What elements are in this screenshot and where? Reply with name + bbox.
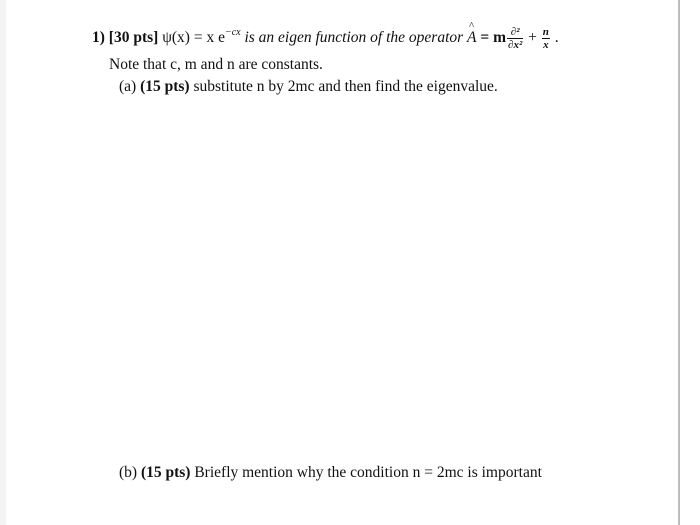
- fraction-denominator: ∂x²: [508, 39, 523, 51]
- page-left-edge: [0, 0, 6, 525]
- question-points: [30 pts]: [108, 29, 159, 47]
- note-text: Note that c, m and n are constants.: [109, 56, 323, 73]
- fraction-numerator: n: [542, 26, 549, 38]
- part-a-points: (15 pts): [140, 78, 190, 95]
- part-a-label: (a): [119, 78, 137, 95]
- operator-equals: = m: [480, 29, 507, 47]
- page-right-border: [678, 0, 680, 525]
- part-b-points: (15 pts): [140, 464, 191, 481]
- question-1: [92, 26, 559, 51]
- fraction-numerator: ∂²: [507, 26, 523, 39]
- operator-a-hat: ^ A: [467, 29, 476, 47]
- part-b: [119, 464, 542, 482]
- part-b-label: (b): [119, 464, 138, 481]
- fraction-denominator: x: [543, 39, 549, 51]
- question-number: 1): [92, 29, 105, 47]
- part-a: [119, 78, 498, 96]
- question-statement: is an eigen function of the operator: [244, 29, 464, 47]
- period: .: [554, 29, 559, 47]
- n-over-x-fraction: [542, 26, 550, 51]
- second-derivative-fraction: [507, 26, 523, 51]
- wavefunction: ψ(x) = x e: [162, 29, 225, 47]
- exponent: −cx: [224, 27, 241, 39]
- part-b-text: Briefly mention why the condition n = 2mc is important: [194, 464, 542, 481]
- part-a-text: substitute n by 2mc and then find the eigenvalue.: [193, 78, 498, 95]
- plus-sign: +: [528, 29, 537, 47]
